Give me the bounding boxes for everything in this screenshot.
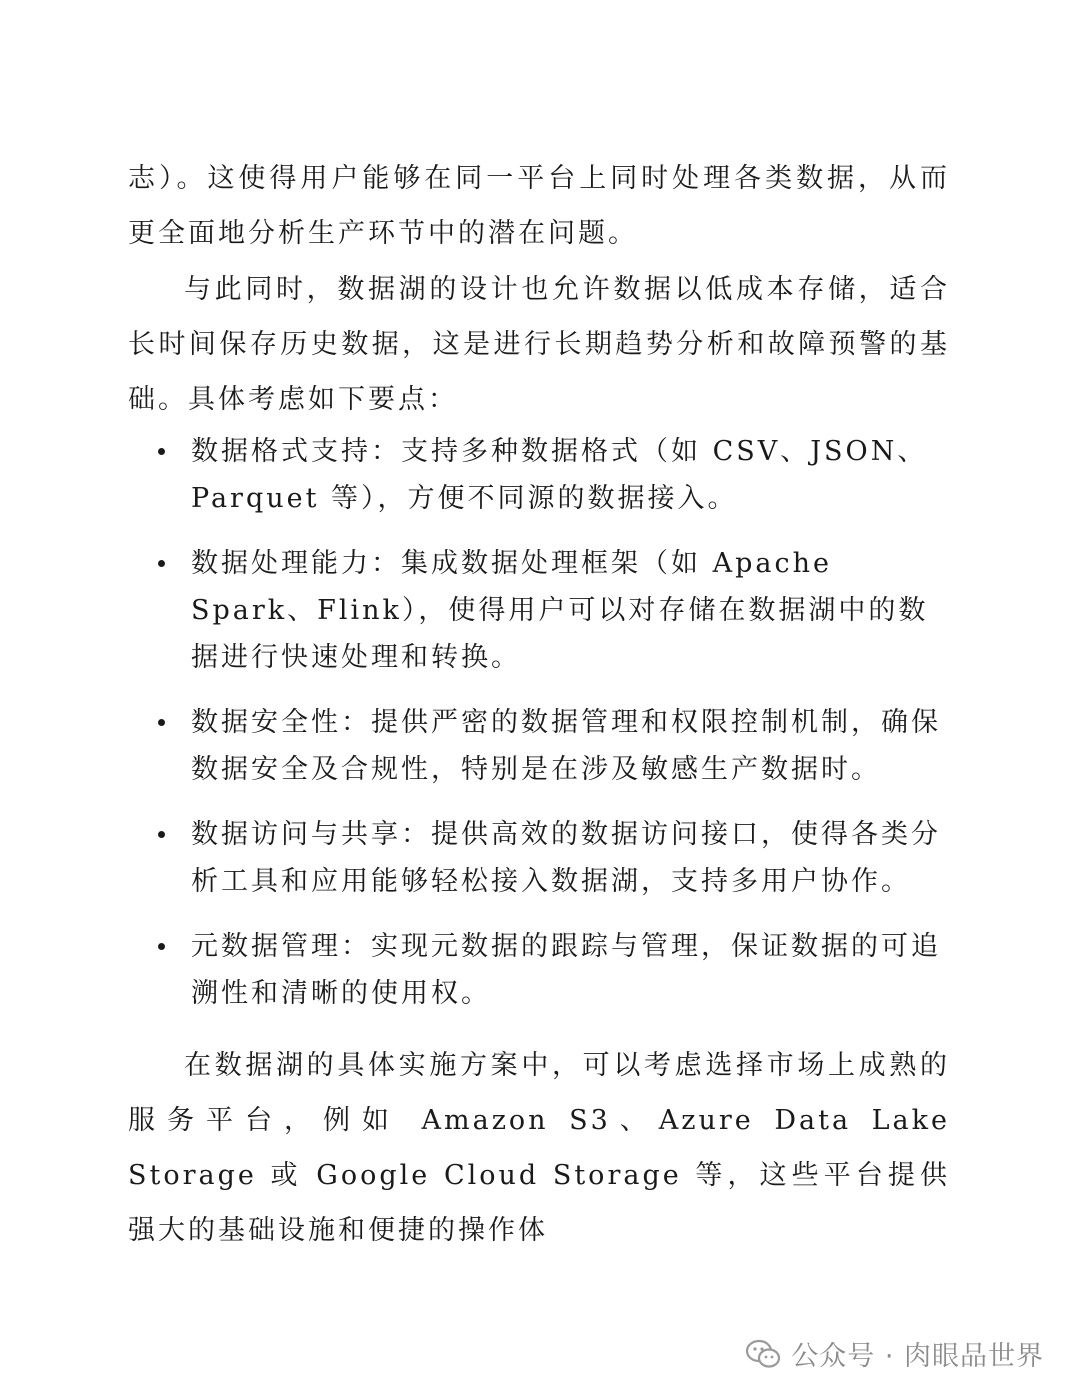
bullet-icon: [158, 448, 165, 455]
paragraph-1: 志）。这使得用户能够在同一平台上同时处理各类数据，从而更全面地分析生产环节中的潜在问题。: [128, 163, 950, 249]
bullet-list: [128, 428, 958, 1035]
list-item-text: 数据格式支持：支持多种数据格式（如 CSV、JSON、Parquet 等），方便不同源的数据接入。: [191, 436, 928, 514]
list-item-text: 数据安全性：提供严密的数据管理和权限控制机制，确保数据安全及合规性，特别是在涉及敏感生产数据时。: [191, 707, 941, 785]
list-item: [128, 699, 958, 793]
bullet-icon: [158, 943, 165, 950]
bullet-icon: [158, 831, 165, 838]
bullet-icon: [158, 719, 165, 726]
footer-text: 公众号 · 肉眼品世界: [791, 1341, 1044, 1372]
list-item-text: 数据处理能力：集成数据处理框架（如 Apache Spark、Flink），使得用户可以对存储在数据湖中的数据进行快速处理和转换。: [191, 548, 929, 673]
list-item-text: 数据访问与共享：提供高效的数据访问接口，使得各类分析工具和应用能够轻松接入数据湖，支持多用户协作。: [191, 819, 941, 897]
bullet-icon: [158, 560, 165, 567]
paragraph-2: 与此同时，数据湖的设计也允许数据以低成本存储，适合长时间保存历史数据，这是进行长期趋势分析和故障预警的基础。具体考虑如下要点：: [128, 274, 950, 415]
list-item: [128, 811, 958, 905]
watermark-footer: [745, 1334, 1044, 1373]
wechat-icon: [745, 1339, 781, 1369]
list-item: [128, 923, 958, 1017]
list-item: [128, 540, 958, 681]
paragraph-3: 在数据湖的具体实施方案中，可以考虑选择市场上成熟的服务平台，例如 Amazon S3、Azure Data Lake Storage 或 Google Cloud Storage 等，这些平台提供强大的基础设施和便捷的操作体: [128, 1050, 950, 1246]
list-item-text: 元数据管理：实现元数据的跟踪与管理，保证数据的可追溯性和清晰的使用权。: [191, 931, 941, 1009]
list-item: [128, 428, 958, 522]
